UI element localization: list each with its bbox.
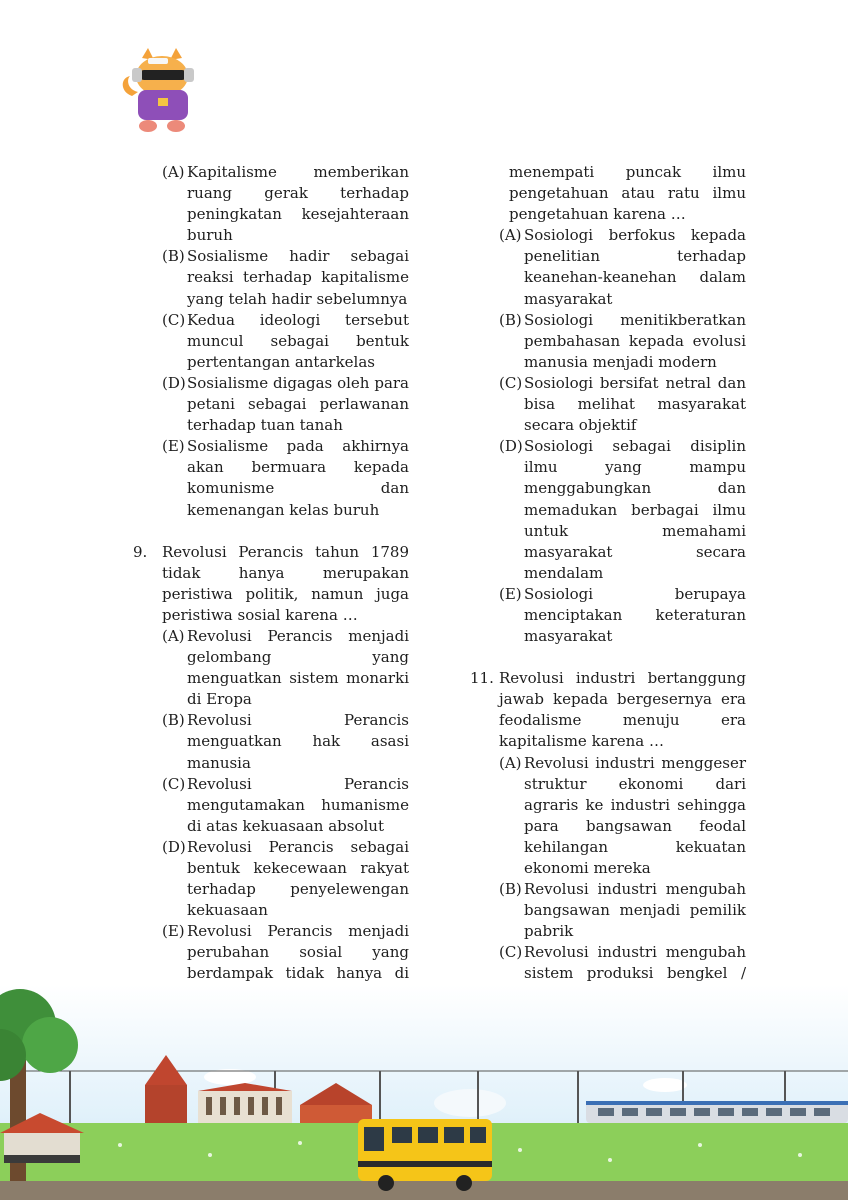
cat-mascot-logo xyxy=(118,48,200,134)
question-number: 11. xyxy=(470,669,494,688)
option-10a: (A) Sosiologi berfokus kepada penelitian terhadap keanehan-keanehan dalam masyarakat xyxy=(499,226,746,308)
option-10d: (D) Sosiologi sebagai disiplin ilmu yang mampu menggabungkan dan memadukan berbagai ilmu untuk memahami masyarakat secara mendalam xyxy=(499,437,746,582)
option-8d: (D) Sosialisme digagas oleh para petani sebagai perlawanan terhadap tuan tanah xyxy=(162,373,409,435)
option-8b: (B) Sosialisme hadir sebagai reaksi terhadap kapitalisme yang telah hadir sebelumnya xyxy=(162,247,409,308)
option-8a: (A) Kapitalisme memberikan ruang gerak terhadap peningkatan kesejahteraan buruh xyxy=(162,163,409,245)
option-11c: (C) Revolusi industri mengubah sistem produksi bengkel / xyxy=(499,943,746,983)
option-11b: (B) Revolusi industri mengubah bangsawan menjadi pemilik pabrik xyxy=(499,880,746,941)
option-9b: (B) Revolusi Perancis menguatkan hak asasi manusia xyxy=(162,711,409,772)
question-number: 9. xyxy=(133,542,148,561)
option-9c: (C) Revolusi Perancis mengutamakan humanisme di atas kekuasaan absolut xyxy=(162,774,409,835)
footer-city-illustration xyxy=(0,985,848,1200)
question-9 xyxy=(133,542,409,626)
option-11a: (A) Revolusi industri menggeser struktur ekonomi dari agraris ke industri sehingga para bangsawan feodal kehilangan kekuatan ekonomi mereka xyxy=(499,753,746,877)
option-9d: (D) Revolusi Perancis sebagai bentuk kekecewaan rakyat terhadap penyelewengan kekuasaan xyxy=(162,837,409,920)
option-9a: (A) Revolusi Perancis menjadi gelombang yang menguatkan sistem monarki di Eropa xyxy=(162,626,409,709)
question-10-options xyxy=(470,225,746,647)
option-8e: (E) Sosialisme pada akhirnya akan bermuara kepada komunisme dan kemenangan kelas buruh xyxy=(162,437,409,519)
question-10-stem-continued: menempati puncak ilmu pengetahuan atau ratu ilmu pengetahuan karena … xyxy=(509,163,746,224)
option-8c: (C) Kedua ideologi tersebut muncul sebagai bentuk pertentangan antarkelas xyxy=(162,310,409,371)
option-10c: (C) Sosiologi bersifat netral dan bisa melihat masyarakat secara objektif xyxy=(499,373,746,435)
question-stem: Revolusi Perancis tahun 1789 tidak hanya merupakan peristiwa politik, namun juga peristiwa sosial karena … xyxy=(162,542,409,624)
question-11 xyxy=(470,668,746,752)
option-9e: (E) Revolusi Perancis menjadi perubahan sosial yang berdampak tidak hanya di xyxy=(162,922,409,983)
option-10b: (B) Sosiologi menitikberatkan pembahasan kepada evolusi manusia menjadi modern xyxy=(499,310,746,371)
question-stem: Revolusi industri bertanggung jawab kepada bergesernya era feodalisme menuju era kapitalisme karena … xyxy=(499,669,746,751)
option-10e: (E) Sosiologi berupaya menciptakan keteraturan masyarakat xyxy=(499,584,746,646)
right-column xyxy=(470,162,746,1069)
question-8-options xyxy=(133,162,409,521)
